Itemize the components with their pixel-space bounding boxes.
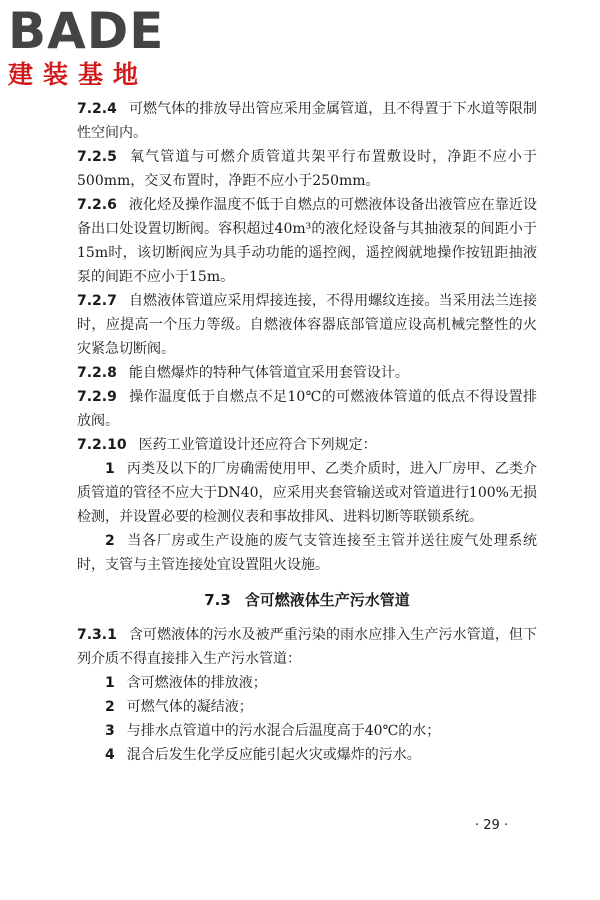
clause-7-2-4 (77, 97, 537, 145)
item-number: 3 (105, 723, 115, 739)
clause-number: 7.2.5 (77, 149, 117, 165)
section-title: 含可燃液体生产污水管道 (244, 591, 410, 609)
clause-7-2-7 (77, 289, 537, 361)
clause-text: 氧气管道与可燃介质管道共架平行布置敷设时，净距不应小于500mm，交叉布置时，净距不应小于250mm。 (77, 149, 537, 189)
clause-7-3-1-item-1 (77, 671, 537, 695)
clause-number: 7.2.6 (77, 197, 117, 213)
clause-text: 可燃气体的排放导出管应采用金属管道，且不得置于下水道等限制性空间内。 (77, 101, 537, 141)
clause-7-2-5 (77, 145, 537, 193)
clause-text: 含可燃液体的污水及被严重污染的雨水应排入生产污水管道，但下列介质不得直接排入生产污水管道： (77, 627, 537, 667)
clause-text: 自燃液体管道应采用焊接连接，不得用螺纹连接。当采用法兰连接时，应提高一个压力等级。自燃液体容器底部管道应设高机械完整性的火灾紧急切断阀。 (77, 293, 537, 357)
bade-logo (8, 4, 178, 90)
clause-text: 液化烃及操作温度不低于自燃点的可燃液体设备出液管应在靠近设备出口处设置切断阀。容积超过40m³的液化烃设备与其抽液泵的间距小于15m时，该切断阀应为具手动功能的遥控阀，遥控阀就地操作按钮距抽液泵的间距不应小于15m。 (77, 197, 537, 285)
page-content (77, 97, 537, 767)
item-text: 混合后发生化学反应能引起火灾或爆炸的污水。 (126, 747, 421, 763)
clause-7-2-6 (77, 193, 537, 289)
page-number: · 29 · (475, 818, 509, 833)
logo-chinese-name: 建装基地 (8, 60, 149, 89)
item-number: 1 (105, 461, 115, 477)
item-text: 可燃气体的凝结液； (126, 699, 253, 715)
clause-7-2-9 (77, 385, 537, 433)
clause-7-2-10-item-1 (77, 457, 537, 529)
clause-text: 医药工业管道设计还应符合下列规定： (138, 437, 377, 453)
logo-wordmark: BADE (8, 2, 165, 60)
item-number: 4 (105, 747, 115, 763)
clause-text: 能自燃爆炸的特种气体管道宜采用套管设计。 (128, 365, 409, 381)
clause-text: 操作温度低于自燃点不足10℃的可燃液体管道的低点不得设置排放阀。 (77, 389, 537, 429)
item-text: 含可燃液体的排放液； (126, 675, 267, 691)
item-number: 2 (105, 533, 115, 549)
clause-number: 7.2.7 (77, 293, 117, 309)
item-text: 与排水点管道中的污水混合后温度高于40℃的水； (126, 723, 441, 739)
clause-7-2-8 (77, 361, 537, 385)
item-number: 1 (105, 675, 115, 691)
clause-7-3-1-item-2 (77, 695, 537, 719)
clause-number: 7.2.9 (77, 389, 117, 405)
item-number: 2 (105, 699, 115, 715)
clause-7-2-10 (77, 433, 537, 457)
clause-number: 7.2.8 (77, 365, 117, 381)
clause-7-2-10-item-2 (77, 529, 537, 577)
clause-number: 7.2.10 (77, 437, 127, 453)
section-heading (77, 577, 537, 623)
clause-number: 7.2.4 (77, 101, 117, 117)
section-number: 7.3 (204, 591, 231, 609)
clause-7-3-1-item-4 (77, 743, 537, 767)
clause-7-3-1 (77, 623, 537, 671)
clause-7-3-1-item-3 (77, 719, 537, 743)
item-text: 当各厂房或生产设施的废气支管连接至主管并送往废气处理系统时，支管与主管连接处宜设置阻火设施。 (77, 533, 537, 573)
clause-number: 7.3.1 (77, 627, 117, 643)
item-text: 丙类及以下的厂房确需使用甲、乙类介质时，进入厂房甲、乙类介质管道的管径不应大于DN40，应采用夹套管输送或对管道进行100%无损检测，并设置必要的检测仪表和事故排风、进料切断等联锁系统。 (77, 461, 537, 525)
